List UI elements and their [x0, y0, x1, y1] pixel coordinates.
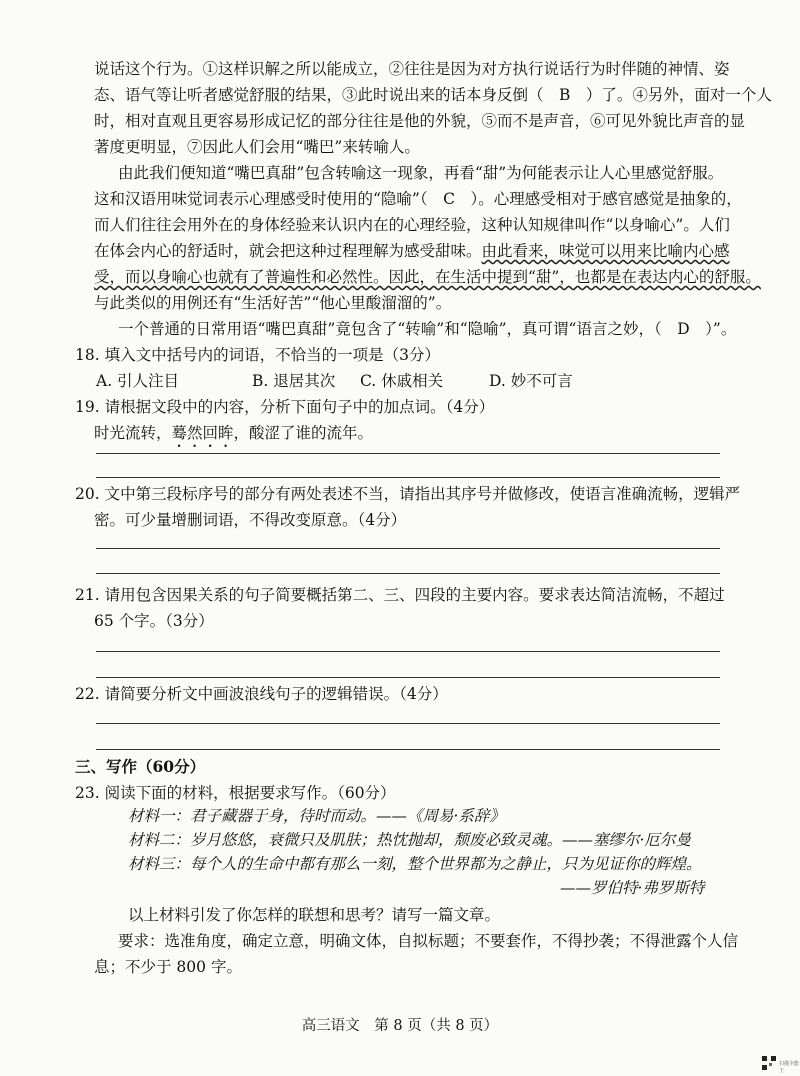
- passage-line: 著度更明显，⑦因此人们会用“嘴巴”来转喻人。: [94, 138, 420, 156]
- question-21-line: 21. 请用包含因果关系的句子简要概括第二、三、四段的主要内容。要求表达简洁流畅，不超过: [75, 586, 725, 604]
- scanner-watermark: 扫描全能王: [779, 1061, 800, 1074]
- q18-option-a: A. 引人注目: [96, 372, 180, 390]
- writing-requirements: 息；不少于 800 字。: [94, 958, 242, 976]
- answer-line: [96, 573, 720, 574]
- passage-text: 在体会内心的舒适时，就会把这种过程理解为感受甜味。: [94, 242, 482, 260]
- passage-line: 一个普通的日常用语“嘴巴真甜”竟包含了“转喻”和“隐喻”，真可谓“语言之妙，（ D ）”。: [118, 320, 737, 338]
- writing-prompt: 以上材料引发了你怎样的联想和思考？请写一篇文章。: [128, 906, 501, 924]
- passage-line: 与此类似的用例还有“生活好苦”“他心里酸溜溜的”。: [94, 294, 452, 312]
- question-19-stem: 19. 请根据文段中的内容，分析下面句子中的加点词。（4分）: [75, 398, 495, 416]
- page-footer: 高三语文 第 8 页（共 8 页）: [301, 1018, 499, 1034]
- answer-line: [96, 749, 720, 750]
- passage-line: 说话这个行为。①这样识解之所以能成立，②往往是因为对方执行说话行为时伴随的神情、姿: [94, 60, 730, 78]
- material-3: 材料三：每个人的生命中都有那么一刻，整个世界都为之静止，只为见证你的辉煌。: [128, 855, 702, 873]
- passage-line: 态、语气等让听者感觉舒服的结果，③此时说出来的话本身反倒（ B ）了。④另外，面对一个人: [94, 86, 772, 104]
- writing-requirements: 要求：选准角度，确定立意，明确文体，自拟标题；不要套作，不得抄袭；不得泄露个人信: [118, 932, 739, 950]
- section-title: 三、写作（60分）: [75, 757, 206, 776]
- passage-line: 这和汉语用味觉词表示心理感受时使用的“隐喻”（ C ）。心理感受相对于感官感觉是抽象的，: [94, 190, 742, 208]
- material-2: 材料二：岁月悠悠，衰微只及肌肤；热忱抛却，颓废必致灵魂。——塞缪尔·厄尔曼: [128, 831, 691, 849]
- question-22-stem: 22. 请简要分析文中画波浪线句子的逻辑错误。（4分）: [75, 685, 448, 703]
- answer-line: [96, 677, 720, 678]
- wavy-underlined-sentence: 受，而以身喻心也就有了普遍性和必然性。因此，在生活中提到“甜”，也都是在表达内心的舒服。: [94, 268, 761, 286]
- question-20-line: 密。可少量增删词语，不得改变原意。（4分）: [94, 511, 407, 529]
- qr-code-icon: [762, 1056, 776, 1070]
- wavy-underlined-sentence: 由此看来，味觉可以用来比喻内心感: [481, 242, 730, 260]
- q19-sentence-post: ，酸涩了谁的流年。: [233, 424, 374, 442]
- material-3-author: ——罗伯特·弗罗斯特: [560, 879, 705, 897]
- q18-option-c: C. 休戚相关: [360, 372, 444, 390]
- answer-line: [96, 453, 720, 454]
- question-23-stem: 23. 阅读下面的材料，根据要求写作。（60分）: [75, 784, 396, 802]
- answer-line: [96, 548, 720, 549]
- passage-line: [94, 241, 730, 261]
- answer-line: [96, 723, 720, 724]
- passage-line: 而人们往往会用外在的身体经验来认识内在的心理经验，这种认知规律叫作“以身喻心”。人们: [94, 216, 730, 234]
- passage-line: 时，相对直观且更容易形成记忆的部分往往是他的外貌，⑤而不是声音，⑥可见外貌比声音的显: [94, 112, 746, 130]
- question-21-line: 65 个字。（3分）: [94, 612, 214, 630]
- material-1: 材料一：君子藏器于身，待时而动。——《周易·系辞》: [128, 807, 505, 825]
- q18-option-b: B. 退居其次: [252, 372, 336, 390]
- q19-sentence: [94, 423, 373, 451]
- answer-line: [96, 477, 720, 478]
- q19-dotted-word: 蓦然回眸: [171, 424, 234, 442]
- passage-line: 由此我们便知道“嘴巴真甜”包含转喻这一现象，再看“甜”为何能表示让人心里感觉舒服。: [118, 164, 724, 182]
- q19-sentence-pre: 时光流转，: [94, 424, 172, 442]
- question-18-stem: 18. 填入文中括号内的词语，不恰当的一项是（3分）: [75, 346, 440, 364]
- question-20-line: 20. 文中第三段标序号的部分有两处表述不当，请指出其序号并做修改，使语言准确流畅，逻辑严: [75, 485, 741, 503]
- answer-line: [96, 651, 720, 652]
- q18-option-d: D. 妙不可言: [489, 372, 573, 390]
